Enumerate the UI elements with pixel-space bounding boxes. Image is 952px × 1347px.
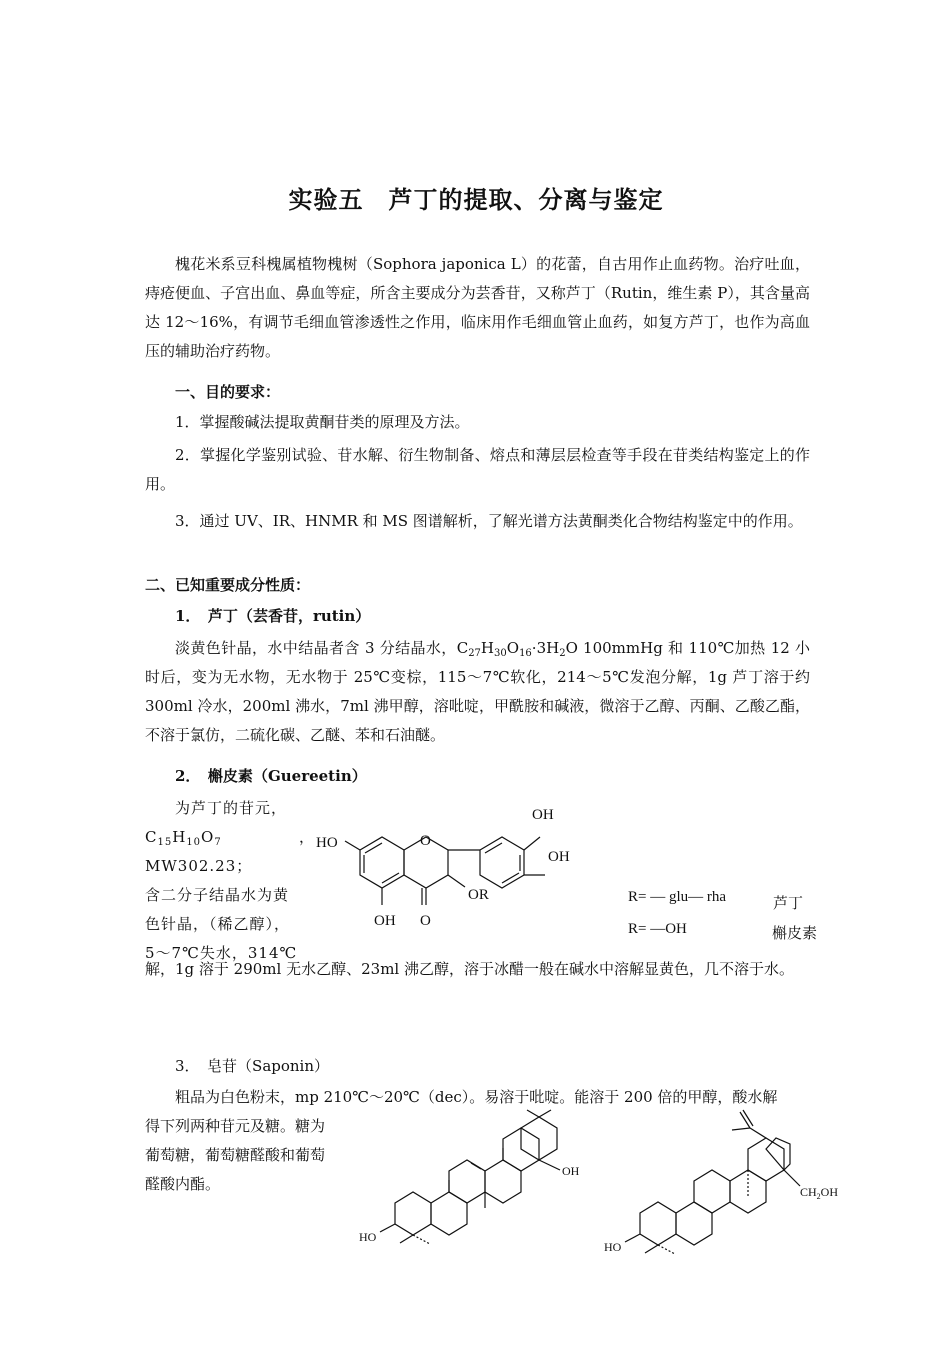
saponin-line1: 粗品为白色粉末，mp 210℃～20℃（dec）。易溶于吡啶。能溶于 200 倍的甲醇，酸水解 <box>175 1088 778 1106</box>
objective-item-3: 3．通过 UV、IR、HNMR 和 MS 图谱解析，了解光谱方法黄酮类化合物结构鉴定中的作用。 <box>175 512 803 530</box>
label-r-quercetin: R= —OH <box>628 921 687 937</box>
label-o-keto: O <box>420 913 431 929</box>
label-r-rutin: R= — glu— rha <box>628 889 727 905</box>
label-oh-bottom: OH <box>374 913 396 929</box>
oleanane-structure <box>359 1110 580 1244</box>
rutin-paragraph: 淡黄色针晶，水中结晶者含 3 分结晶水，$C_{27}H_{30}O_{16}\cdot 3H_2O$ 100mmHg 和 110℃加热 12 小时后，变为无水物，无水物于 25℃变棕，115～7℃软化，214～5℃发泡分解，1g 芦丁溶于约 300ml 冷水，200ml 沸水，7ml 沸甲醇，溶吡啶，甲酰胺和碱液，微溶于乙醇、丙酮、乙酸乙酯，不溶于氯仿，二硫化碳、乙醚、苯和石油醚。 <box>145 639 810 744</box>
intro-paragraph: 槐花米系豆科槐属植物槐树（Sophora japonica L）的花蕾，自古用作止血药物。治疗吐血，痔疮便血、子宫出血、鼻血等症，所含主要成分为芸香苷，又称芦丁（Rutin，维生素 P），其含量高达 12～16%，有调节毛细血管渗透性之作用，临床用作毛细血管止血药，如复方芦丁，也作为高血压的辅助治疗药物。 <box>145 255 810 360</box>
label-o-ring: O <box>420 833 431 849</box>
ring-b <box>480 837 524 888</box>
label-or: OR <box>468 887 489 903</box>
saponin-side-text: 得下列两种苷元及糖。糖为 葡萄糖，葡萄糖醛酸和葡萄 醛酸内酯。 <box>145 1117 326 1193</box>
quercetin-side-text: 为芦丁的苷元， $C_{15}H_{10}O_7$，MW302.23； 含二分子结晶水为黄 色针晶，（稀乙醇）， 5～7℃失水，314℃ <box>145 799 315 962</box>
section1-heading: 一、目的要求： <box>175 383 281 401</box>
section2-heading: 二、已知重要成分性质： <box>145 576 311 594</box>
label-ho-2: HO <box>604 1240 622 1254</box>
label-name-quercetin: 槲皮素 <box>772 926 818 942</box>
objective-item-2: 2．掌握化学鉴别试验、苷水解、衍生物制备、熔点和薄层层检查等手段在苷类结构鉴定上的作用。 <box>145 446 810 493</box>
rutin-heading: 1． 芦丁（芸香苷，rutin） <box>175 607 371 625</box>
quercetin-tail: 解，1g 溶于 290ml 无水乙醇、23ml 沸乙醇，溶于冰醋一般在碱水中溶解显黄色，几不溶于水。 <box>145 960 794 978</box>
saponin-structures-diagram <box>355 1108 839 1258</box>
quercetin-structure-diagram <box>310 795 840 955</box>
label-ho-1: HO <box>359 1230 377 1244</box>
saponin-heading: 3． 皂苷（Saponin） <box>175 1057 330 1075</box>
label-name-rutin: 芦丁 <box>773 896 804 912</box>
ring-a <box>360 837 404 888</box>
label-ho-left: HO <box>316 835 338 851</box>
label-oh-right: OH <box>548 849 570 865</box>
lupane-structure <box>604 1110 838 1254</box>
label-oh: OH <box>562 1164 580 1178</box>
label-ch2oh: $CH_2OH$ <box>800 1185 839 1201</box>
quercetin-heading: 2． 槲皮素（Guereetin） <box>175 767 367 785</box>
label-oh-top: OH <box>532 807 554 823</box>
objective-item-1: 1．掌握酸碱法提取黄酮苷类的原理及方法。 <box>175 413 470 431</box>
page-title: 实验五 芦丁的提取、分离与鉴定 <box>288 186 664 214</box>
